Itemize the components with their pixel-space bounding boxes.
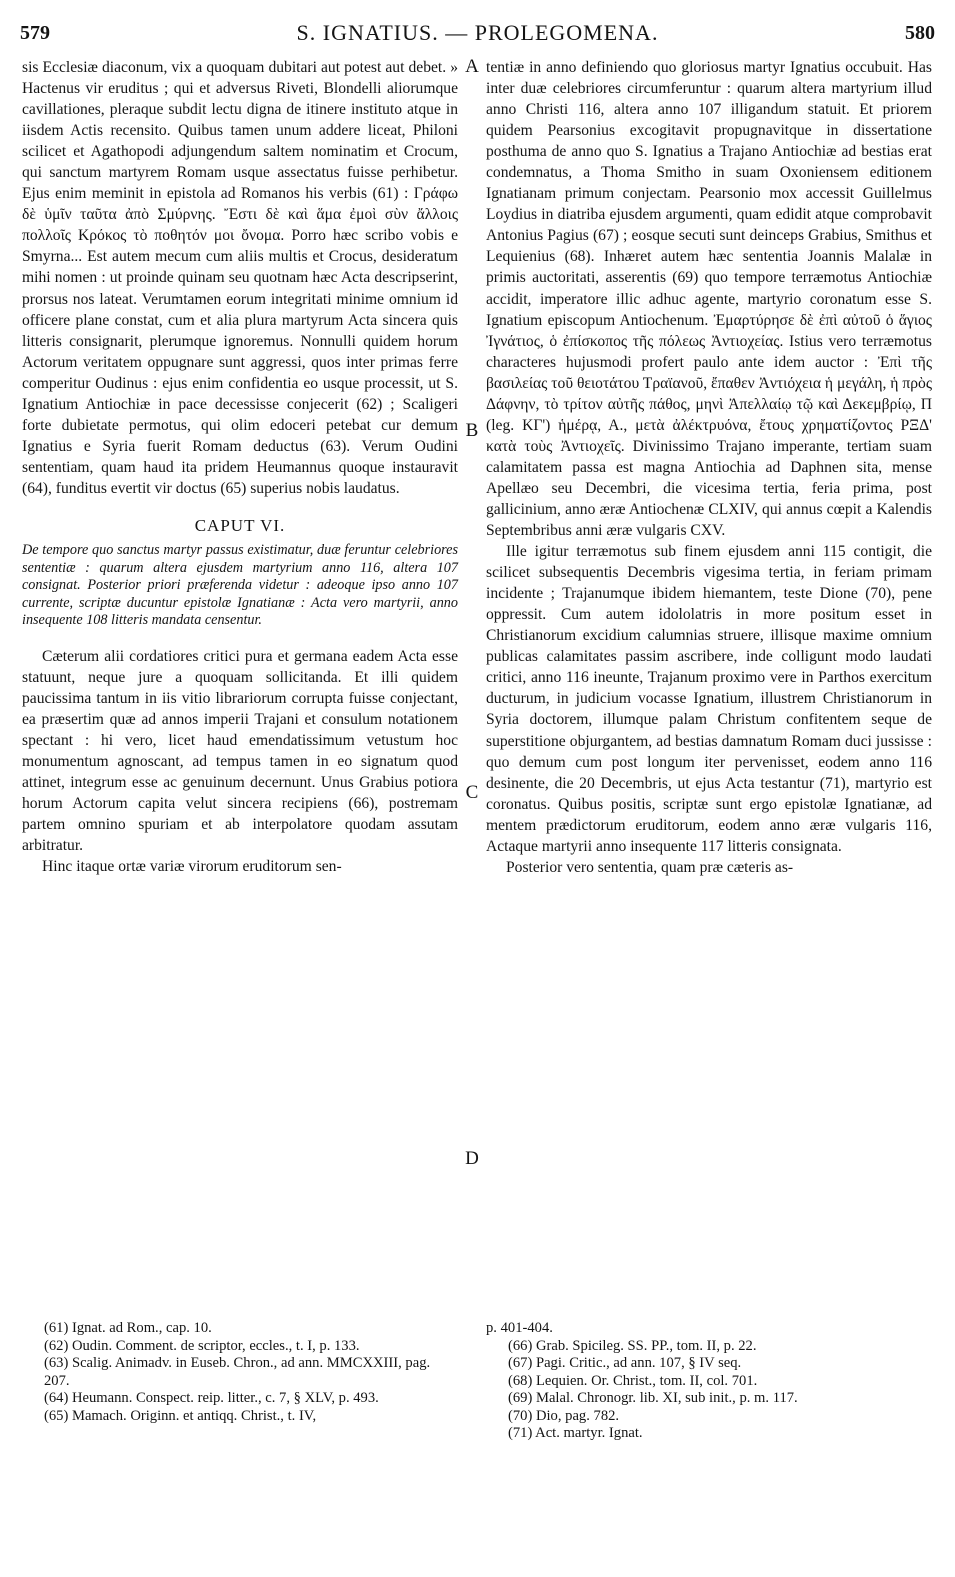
footnotes-left [22, 1320, 458, 1425]
paragraph: Ille igitur terræmotus sub finem ejusdem anni 115 contigit, die scilicet subsequentis Decembris vigesima tertia, in feriam primam incidente ; Trajanumque ibidem hiemantem, teste Dione (70), pene oppressit. Cum autem idololatris in more positum esset in Christianorum excidium calumnias struere, illisque maxime omnium publicas calamitates passim ascribere, inde colligunt modo laudati critici, anno 116 ineunte, Trajanum proximo vere in Parthos exercitum ducturum, in judicium vocasse Ignatium, illustrem Christianorum in Syria doctorem, illumque palam Christum confitentem seque de superstitione objurgantem, ad bestias damnatum Romam duci jussisse : quo demum cum post longum iter pervenisset, eodem anno 116 desinente, die 20 Decembris, ut ejus Acta testantur (71), martyrio est coronatus. Quibus positis, scriptæ sunt ergo epistolæ Ignatianæ, ad mentem prædictorum eruditorum, eodem anno æræ vulgaris 116, Actaque martyrii anno insequente 117 litteris consignata. [486, 543, 932, 855]
footnote: (69) Malal. Chronogr. lib. XI, sub init., p. m. 117. [508, 1390, 798, 1406]
paragraph: sis Ecclesiæ diaconum, vix a quoquam dubitari aut potest aut debet. » Hactenus vir eruditus ; qui et adversus Riveti, Blondelli aliorumque cavillationes, pleraque subdit lectu digna de itinere instituto atque in iisdem Actis recensito. Quibus tamen unum addere liceat, Philoni scilicet et Agathopodi adjungendum saltem nominatim et Crocum, qui sanctum martyrem Romam usque assectatus fuisse perhibetur. Ejus enim meminit in epistola ad Romanos his verbis (61) : Γράφω δὲ ὑμῖν ταῦτα ἀπὸ Σμύρνης. Ἔστι δὲ καὶ ἅμα ἐμοὶ σὺν ἄλλοις πολλοῖς Κρόκος τὸ ποθητόν μοι ὄνομα. Porro hæc scribo vobis e Smyrna... Est autem mecum cum aliis multis et Crocus, desideratum mihi nomen : ut proinde quinam seu quotnam hæc Acta descripserint, prorsus nos lateat. Verumtamen eorum integritati minime omnium id officere plane constat, cum et alia plura martyrum Acta sincera quis litteris consignarit, plerumque ignoremus. Nonnulli quidem horum Actorum veritatem oppugnare sunt aggressi, quos inter primas ferre comperitur Oudinus : ejus enim confidentia eo usque processit, ut S. Ignatium Antiochiæ in pace decessisse conjecerit (62) ; Scaligeri forte dubietate permotus, qui olim edoceri petebat cur demum Ignatius e Syria fuerit Romam deductus (63). Verum Oudini sententiam, quam haud ita pridem Heumannus quoque instauravit (64), funditus evertit vir doctus (65) superius nobis laudatus. [22, 59, 458, 497]
footnote-continuation: p. 401-404. [486, 1320, 553, 1336]
margin-letter-c: C [465, 782, 479, 803]
paragraph: Cæterum alii cordatiores critici pura et germana eadem Acta esse statuunt, neque jure a quoquam sollicitanda. Et illi quidem paucissima tantum in iis vitio librariorum corrupta fuisse conjectant, ea præsertim quæ ad annos imperii Trajani et consulum notationem spectant : hi vero, licet haud emendatissimum vetustum hoc monumentum agnoscant, ad tempus tamen in eo signatum quod attinet, integrum esse ac genuinum decernunt. Unus Grabius potiora horum Actorum capita velut sincera recipiens (66), postremam partem omnino spuriam et ab interpolatore quodam assutam arbitratur. [22, 648, 458, 855]
page-header [12, 20, 943, 50]
footnote: (61) Ignat. ad Rom., cap. 10. [44, 1320, 212, 1336]
footnote: (71) Act. martyr. Ignat. [508, 1425, 643, 1441]
margin-letter-a: A [465, 56, 479, 77]
margin-letter-b: B [465, 420, 479, 441]
paragraph: Hinc itaque ortæ variæ virorum eruditorum sen- [42, 858, 342, 876]
right-column [486, 57, 932, 878]
footnote: (65) Mamach. Originn. et antiqq. Christ., t. IV, [44, 1407, 317, 1424]
footnote: (70) Dio, pag. 782. [508, 1407, 620, 1424]
footnote: (68) Lequien. Or. Christ., tom. II, col. 701. [508, 1372, 758, 1389]
left-column [22, 57, 458, 878]
paragraph: Posterior vero sententia, quam præ cæteris as- [506, 858, 794, 876]
footnote: (66) Grab. Spicileg. SS. PP., tom. II, p. 22. [508, 1337, 757, 1354]
paragraph: tentiæ in anno definiendo quo gloriosus martyr Ignatius occubuit. Has inter duæ celebriores circumferuntur : quarum altera martyrium illud anno Christi 116, altera anno 107 illigandum statuit. Et priorem quidem Pearsonius excogitavit propugnavitque in dissertatione posthuma de anno quo S. Ignatius a Trajano Antiochiæ ad bestias erat condemnatus, a Thoma Smitho in suam Oxoniensem editionem Ignatianam primum conjectam. Pearsonio mox accessit Guillelmus Loydius in diatriba ejusdem argumenti, quam edidit atque comprobavit Antonius Pagius (67) ; eosque secuti sunt deinceps Grabius, Smithus et Lequienius (68). Inhæret autem hæc sententia Joannis Malalæ in primis auctoritati, asserentis (69) quo tempore terræmotus Antiochiæ accidit, imperatore illic adhuc agente, martyrio coronatum esse S. Ignatium episcopum Antiochenum. Ἐμαρτύρησε δὲ ἐπὶ αὐτοῦ ὁ ἅγιος Ἰγνάτιος, ὁ ἐπίσκοπος τῆς πόλεως Ἀντιοχείας. Istius vero terræmotus characteres hujusmodi profert paulo ante idem auctor : Ἐπὶ τῆς βασιλείας τοῦ θειοτάτου Τραϊανοῦ, ἔπαθεν Ἀντιόχεια ἡ μεγάλη, ἡ πρὸς Δάφνην, τὸ τρίτον αὐτῆς πάθος, μηνὶ Ἀπελλαίῳ τῷ καὶ Δεκεμβρίῳ, Π (leg. ΚΓ') ἡμέρᾳ, Α., μετὰ ἀλέκτρυόνα, ἔτους χρηματίζοντος ΡΞΔ' κατὰ τοὺς Ἀντιοχεῖς. Divinissimo Trajano imperante, tertiam suam calamitatem passa est magna Antiochia ad Daphnen sita, mense Apellæo seu Decembri, die vicesima tertia, feria prima, post gallicinium, anno æræ Antiochenæ CLXIV, qui annus cœpit a Kalendis Septembribus anni æræ vulgaris CXV. [486, 59, 932, 540]
footnote: (64) Heumann. Conspect. reip. litter., c. 7, § XLV, p. 493. [44, 1390, 379, 1406]
footnote: (63) Scalig. Animadv. in Euseb. Chron., ad ann. MMCXXIII, pag. 207. [44, 1355, 431, 1389]
footnote: (67) Pagi. Critic., ad ann. 107, § IV seq. [508, 1355, 742, 1371]
chapter-heading: CAPUT VI. [194, 515, 286, 535]
chapter-summary: De tempore quo sanctus martyr passus existimatur, duæ feruntur celebriores sententiæ : quarum altera ejusdem martyrium anno 116, altera 107 consignat. Posterior priori præferenda videtur : adeoque ipso anno 107 currente, scriptæ ducuntur epistolæ Ignatianæ : Acta vero martyrii, anno insequente 108 litteris mandata censentur. [22, 542, 458, 629]
footnotes-right [486, 1320, 932, 1443]
running-title: S. IGNATIUS. — PROLEGOMENA. [296, 20, 659, 45]
footnote: (62) Oudin. Comment. de scriptor, eccles., t. I, p. 133. [44, 1337, 360, 1354]
page-number-right: 580 [905, 22, 935, 44]
page-number-left: 579 [20, 22, 50, 44]
margin-letter-d: D [465, 1148, 479, 1169]
